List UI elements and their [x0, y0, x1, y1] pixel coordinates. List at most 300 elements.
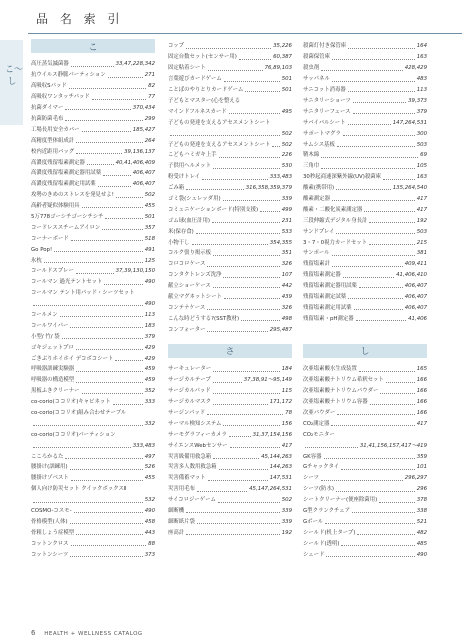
index-entry: [303, 311, 427, 322]
index-entry-name: 酸素(携帯用): [303, 185, 335, 192]
index-entry-name: 殺菌保管庫: [303, 54, 330, 61]
index-entry-name: 高吸収ワンタッチパッド: [31, 94, 90, 101]
leader-dots: [229, 436, 251, 437]
index-entry-name: 校内近距用バッグ: [31, 148, 75, 155]
page-number: 6: [31, 629, 36, 637]
index-entry-name: 小物干し: [168, 239, 190, 246]
index-entry: [31, 307, 155, 318]
leader-dots: [213, 287, 280, 288]
index-entry: [31, 329, 155, 340]
index-entry-name: 高齢者疑似体験用具: [31, 203, 80, 210]
leader-dots: [44, 262, 143, 263]
index-entry-name: コンタクトレンズ洗浄: [168, 272, 222, 279]
index-entry: [303, 514, 427, 525]
index-entry-pages: 530: [281, 163, 292, 170]
index-entry: [303, 213, 427, 224]
leader-dots: [87, 164, 114, 165]
leader-dots: [207, 309, 279, 310]
index-entry: [303, 115, 427, 126]
leader-dots: [230, 447, 280, 448]
index-entry-pages: 147,531: [269, 475, 292, 482]
index-entry-name: コットンクロス: [31, 540, 69, 547]
index-entry: [168, 427, 292, 438]
index-entry-pages: 499: [281, 206, 292, 213]
index-entry-pages: 406,407: [132, 170, 155, 177]
index-entry-name: サッパネル: [303, 76, 330, 83]
leader-dots: [219, 469, 268, 470]
index-entry-name: 殺菌灯付き保管庫: [303, 43, 347, 50]
index-entry-pages: 339: [281, 195, 292, 202]
leader-dots: [71, 545, 147, 546]
leader-dots: [170, 135, 280, 136]
page-footer: [31, 629, 143, 637]
index-entry: [31, 264, 155, 275]
index-entry-name: Go Pop!: [31, 246, 53, 253]
leader-dots: [60, 316, 143, 317]
index-entry-name: サーキュレーター: [168, 366, 212, 373]
index-entry-name: シェード: [303, 551, 325, 558]
leader-dots: [186, 512, 280, 513]
leader-dots: [70, 556, 142, 557]
index-entry: [168, 61, 292, 72]
index-entry-name: 高圧蒸気滅菌器: [31, 61, 69, 68]
index-entry-pages: 429: [144, 344, 155, 351]
index-entry-pages: 171,172: [269, 399, 292, 406]
leader-dots: [98, 186, 131, 187]
leader-dots: [370, 404, 415, 405]
leader-dots: [213, 404, 268, 405]
index-entry-pages: 113: [416, 87, 427, 94]
leader-dots: [332, 255, 415, 256]
leader-dots: [208, 70, 263, 71]
index-entry-name: 抗ウイルス静脈パーティション: [31, 72, 106, 79]
index-entry-pages: 357: [144, 224, 155, 231]
index-entry-name: 災害級備用救急箱: [168, 453, 212, 460]
index-entry-name: 次亜塩素酸水生成装置: [303, 366, 357, 373]
leader-dots: [364, 211, 414, 212]
index-entry: [303, 268, 427, 279]
index-entry-pages: 107: [281, 272, 292, 279]
leader-dots: [332, 266, 403, 267]
index-entry-pages: 185,427: [132, 126, 155, 133]
index-entry-pages: 406,407: [404, 293, 427, 300]
index-entry: [303, 416, 427, 427]
leader-dots: [348, 91, 415, 92]
leader-dots: [321, 157, 418, 158]
index-entry-pages: 417: [416, 420, 427, 427]
leader-dots: [354, 309, 403, 310]
index-entry: [168, 126, 292, 137]
index-entry: [31, 427, 155, 438]
index-entry-pages: 156: [281, 420, 292, 427]
index-entry: [303, 104, 427, 115]
leader-dots: [359, 371, 415, 372]
leader-dots: [218, 502, 280, 503]
index-entry-pages: 333,483: [269, 174, 292, 181]
leader-dots: [105, 218, 142, 219]
index-entry-pages: 45,144,263: [261, 453, 292, 460]
index-entry: [303, 438, 427, 449]
leader-dots: [239, 59, 271, 60]
index-entry: [31, 122, 155, 133]
index-entry: [303, 493, 427, 504]
index-entry: [168, 137, 292, 148]
index-column-3: [303, 39, 427, 558]
index-entry: [303, 504, 427, 515]
index-entry: [31, 547, 155, 558]
index-entry-pages: 501: [144, 213, 155, 220]
leader-dots: [92, 99, 146, 100]
index-entry: [168, 202, 292, 213]
index-entry-pages: 78: [285, 409, 292, 416]
index-entry: [303, 279, 427, 290]
index-entry-name: サーモグラフィーカメラ: [168, 431, 227, 438]
index-entry-pages: 316,358,359,379: [245, 185, 292, 192]
index-entry-pages: 192: [281, 529, 292, 536]
index-entry-name: マインドフルネスカード: [168, 108, 227, 115]
index-entry: [31, 144, 155, 155]
index-entry: [31, 536, 155, 547]
index-entry: [303, 427, 427, 438]
index-entry-name: サニタリーショーツ: [303, 97, 351, 104]
index-entry-name: 子どもとマスター(心を整える: [168, 97, 241, 104]
index-entry: [168, 471, 292, 482]
leader-dots: [359, 287, 403, 288]
index-entry-pages: 296,297: [404, 475, 427, 482]
index-entry: [31, 460, 155, 471]
index-entry-pages: 490: [144, 301, 155, 308]
leader-dots: [202, 179, 268, 180]
leader-dots: [380, 393, 414, 394]
index-entry: [31, 242, 155, 253]
index-entry-name: 攻勢のきめのストレスを発見せよ!: [31, 192, 114, 199]
index-entry: [303, 39, 427, 50]
index-entry-name: 災害用毛布: [168, 486, 195, 493]
index-entry-name: サニコット消毒器: [303, 87, 346, 94]
leader-dots: [369, 222, 414, 223]
leader-dots: [229, 113, 280, 114]
leader-dots: [321, 70, 403, 71]
index-entry-name: Gボール: [303, 518, 324, 525]
index-entry: [168, 460, 292, 471]
index-entry-name: 殺虫剤: [303, 65, 320, 72]
index-column-2: [168, 39, 292, 536]
index-entry-pages: 455: [144, 475, 155, 482]
index-entry-name: こんな時どうする?(SST教材): [168, 315, 240, 322]
index-entry-pages: 378: [416, 497, 427, 504]
index-entry-pages: 41,406,410: [396, 272, 427, 279]
index-entry: [303, 536, 427, 547]
leader-dots: [71, 480, 143, 481]
index-entry-name: 次亜塩素酸ナトリウムパウダー: [303, 388, 379, 395]
leader-dots: [197, 491, 247, 492]
index-entry-name: 高濃度残留塩素測定用試薬: [31, 181, 96, 188]
index-entry-name: 氷枕: [31, 257, 42, 264]
leader-dots: [357, 534, 414, 535]
index-entry-pages: 326: [281, 304, 292, 311]
section-heading: し: [303, 344, 427, 358]
leader-dots: [74, 512, 143, 513]
index-entry-pages: 135,264,540: [392, 185, 427, 192]
index-entry-name: ゴミ袋(シュレッダ用): [168, 195, 221, 202]
leader-dots: [337, 146, 415, 147]
index-entry: [303, 72, 427, 83]
index-entry: [168, 406, 292, 417]
index-entry-name: 三角巾: [303, 163, 320, 170]
index-entry: [168, 449, 292, 460]
index-entry: [31, 373, 155, 384]
index-entry: [168, 170, 292, 181]
index-entry: [303, 246, 427, 257]
index-entry: [303, 406, 427, 417]
index-entry: [31, 438, 155, 449]
index-entry-name: サポートマグラ: [303, 130, 341, 137]
leader-dots: [336, 233, 414, 234]
index-entry-pages: 37,38,91〜95,149: [243, 377, 292, 384]
index-entry-name: コミュニケーションボード(特別支援): [168, 206, 259, 213]
index-entry-pages: 406,407: [404, 283, 427, 290]
index-entry: [168, 83, 292, 94]
index-entry: [303, 395, 427, 406]
index-entry: [303, 362, 427, 373]
leader-dots: [343, 135, 415, 136]
index-entry-name: 3・7・0視力カードセット: [303, 239, 368, 246]
index-entry: [303, 289, 427, 300]
header-divider: [28, 33, 462, 34]
index-entry-name: 抗菌防菌毛布: [31, 115, 64, 122]
index-entry: [31, 275, 155, 286]
index-entry-name: コップ: [168, 43, 185, 50]
leader-dots: [192, 244, 268, 245]
index-entry-name: 骨粗しょう症模型: [31, 529, 75, 536]
index-entry-pages: 351: [281, 250, 292, 257]
index-entry-name: 次亜塩素酸ナトリウム容器: [303, 399, 368, 406]
leader-dots: [82, 393, 143, 394]
index-entry: [168, 300, 292, 311]
index-entry-pages: 417: [416, 206, 427, 213]
index-entry-pages: 502: [144, 192, 155, 199]
leader-dots: [305, 447, 358, 448]
index-entry: [303, 300, 427, 311]
index-entry-name: G型クランクチェア: [303, 508, 351, 514]
section-heading: こ: [31, 39, 155, 53]
index-entry-name: コロコロケース: [168, 261, 206, 268]
leader-dots: [213, 382, 242, 383]
leader-dots: [321, 168, 415, 169]
leader-dots: [76, 371, 143, 372]
leader-dots: [65, 458, 142, 459]
index-entry-pages: 409,411: [404, 261, 427, 268]
index-entry-name: 腰掛け(訓練用): [31, 464, 68, 471]
index-entry-name: シールド(透明): [303, 540, 340, 547]
index-entry: [31, 101, 155, 112]
index-entry-name: 粉受けトレイ: [168, 174, 201, 181]
index-entry-pages: 495: [281, 108, 292, 115]
index-entry-pages: 406,407: [132, 181, 155, 188]
index-entry-name: サンポール: [303, 250, 330, 257]
leader-dots: [207, 266, 279, 267]
index-entry-pages: 183: [144, 322, 155, 329]
leader-dots: [116, 197, 143, 198]
index-entry-pages: 215: [416, 239, 427, 246]
leader-dots: [213, 371, 280, 372]
index-entry-pages: 459: [144, 366, 155, 373]
index-entry-name: 高濃度残留塩素測定器用試薬: [31, 170, 102, 177]
leader-dots: [102, 229, 142, 230]
leader-dots: [348, 298, 403, 299]
index-entry-pages: 428,429: [404, 65, 427, 72]
index-entry-name: 鞘木綿: [303, 152, 320, 159]
index-entry-pages: 338: [416, 508, 427, 514]
index-entry-pages: 37,39,130,150: [115, 268, 155, 275]
index-entry-name: コーナーボード: [31, 235, 69, 242]
index-entry-pages: 115: [281, 388, 292, 395]
index-entry-name: co-corio(ココリオ)パーティション: [31, 431, 116, 438]
index-entry-name: 固定台数セット(センサー用): [168, 54, 237, 61]
index-entry: [31, 111, 155, 122]
leader-dots: [343, 277, 394, 278]
leader-dots: [196, 233, 280, 234]
index-entry: [31, 493, 155, 504]
index-entry: [31, 57, 155, 68]
leader-dots: [207, 414, 283, 415]
index-entry: [168, 279, 292, 290]
index-entry: [303, 471, 427, 482]
index-entry-name: サイコロジーゲーム: [168, 497, 216, 504]
index-entry-pages: 264: [144, 137, 155, 144]
index-entry: [168, 514, 292, 525]
index-entry-name: 子供用ヘルメット: [168, 163, 211, 170]
index-entry-name: サーマル検知システム: [168, 420, 222, 427]
index-entry-name: 呼吸器の構造模型: [31, 377, 75, 384]
leader-dots: [82, 207, 143, 208]
index-entry: [31, 166, 155, 177]
leader-dots: [69, 88, 146, 89]
index-entry: [303, 181, 427, 192]
index-entry-name: 次亜塩素酸ナトリウム希釈セット: [303, 377, 384, 384]
index-entry-pages: 455: [144, 203, 155, 210]
index-entry-pages: 231: [281, 217, 292, 224]
leader-dots: [353, 102, 406, 103]
index-entry-pages: 521: [416, 518, 427, 525]
leader-dots: [241, 320, 280, 321]
index-entry-name: こどもハミガキ上手: [168, 152, 217, 159]
index-entry: [303, 449, 427, 460]
index-entry-pages: 295,487: [269, 326, 292, 333]
index-entry-pages: 40,41,406,409: [115, 159, 155, 166]
index-entry-pages: 352: [144, 388, 155, 395]
leader-dots: [223, 425, 279, 426]
index-entry: [303, 525, 427, 536]
index-column-1: [31, 39, 155, 558]
index-entry: [168, 384, 292, 395]
leader-dots: [76, 382, 143, 383]
index-entry: [168, 525, 292, 536]
index-entry-name: COSMO-コスモ-: [31, 508, 72, 514]
index-entry-name: こころかるた: [31, 453, 64, 460]
leader-dots: [70, 523, 143, 524]
leader-dots: [369, 244, 415, 245]
index-entry: [303, 202, 427, 213]
index-entry: [168, 362, 292, 373]
index-entry-name: CO₂モニター: [303, 431, 335, 438]
index-entry-name: co-corio(ココリオ)組み合わせテーブル: [31, 409, 127, 416]
index-entry-pages: 491: [144, 246, 155, 253]
index-entry: [168, 224, 292, 235]
index-entry: [31, 199, 155, 210]
index-entry: [31, 482, 155, 493]
index-entry-pages: 60,387: [273, 54, 292, 61]
index-entry: [168, 438, 292, 449]
index-entry-name: 5万778ゴーシチゴーシチシチ: [31, 213, 104, 220]
index-entry-pages: 485: [416, 540, 427, 547]
index-entry-name: ごきぶりホイホイ デコボコシート: [31, 355, 114, 362]
index-entry: [168, 289, 292, 300]
leader-dots: [76, 153, 122, 154]
index-entry: [31, 351, 155, 362]
index-entry-pages: 502: [281, 141, 292, 148]
index-entry-pages: 105: [416, 163, 427, 170]
leader-dots: [207, 331, 267, 332]
index-entry: [31, 220, 155, 231]
index-entry: [303, 482, 427, 493]
index-entry-name: 言葉遊びカードゲーム: [168, 76, 222, 83]
index-entry-pages: 271: [144, 72, 155, 79]
index-entry-pages: 381: [416, 250, 427, 257]
index-entry: [31, 79, 155, 90]
index-entry: [31, 68, 155, 79]
index-entry-name: ゴキジェットプロ: [31, 344, 74, 351]
index-entry-name: 座高計: [168, 529, 185, 536]
index-entry-pages: 333: [144, 399, 155, 406]
index-entry-name: サージカルマスク: [168, 399, 212, 406]
leader-dots: [197, 523, 280, 524]
index-entry-pages: 490: [416, 551, 427, 558]
index-entry: [168, 257, 292, 268]
index-entry: [168, 395, 292, 406]
leader-dots: [76, 273, 114, 274]
index-entry-pages: 490: [144, 279, 155, 286]
leader-dots: [224, 81, 280, 82]
index-entry-pages: 69: [420, 152, 427, 159]
spacer: [303, 333, 427, 344]
index-entry-pages: 163: [416, 54, 427, 61]
index-entry-pages: 76,89,103: [264, 65, 292, 72]
leader-dots: [219, 157, 280, 158]
index-entry-pages: 77: [148, 94, 155, 101]
leader-dots: [104, 284, 142, 285]
index-entry: [168, 322, 292, 333]
index-entry-name: コンテナケース: [168, 304, 206, 311]
index-entry: [303, 83, 427, 94]
index-entry-name: サイエンスWebセンサー: [168, 442, 228, 449]
index-entry-name: 米(保存食): [168, 228, 194, 235]
index-entry-name: サニタリーフェース: [303, 108, 351, 115]
leader-dots: [70, 327, 142, 328]
leader-dots: [70, 469, 143, 470]
index-entry: [31, 209, 155, 220]
index-entry: [31, 155, 155, 166]
index-entry-pages: 417: [416, 195, 427, 202]
index-entry-name: 三段伸縮式デジタル身長計: [303, 217, 368, 224]
index-entry-name: シーツ: [303, 475, 319, 482]
index-entry-pages: 359: [416, 453, 427, 460]
leader-dots: [76, 349, 143, 350]
index-entry-pages: 339: [281, 508, 292, 514]
index-entry-pages: 164: [416, 43, 427, 50]
index-entry-name: 酸素測定器: [303, 195, 330, 202]
index-entry-pages: 497: [144, 453, 155, 460]
